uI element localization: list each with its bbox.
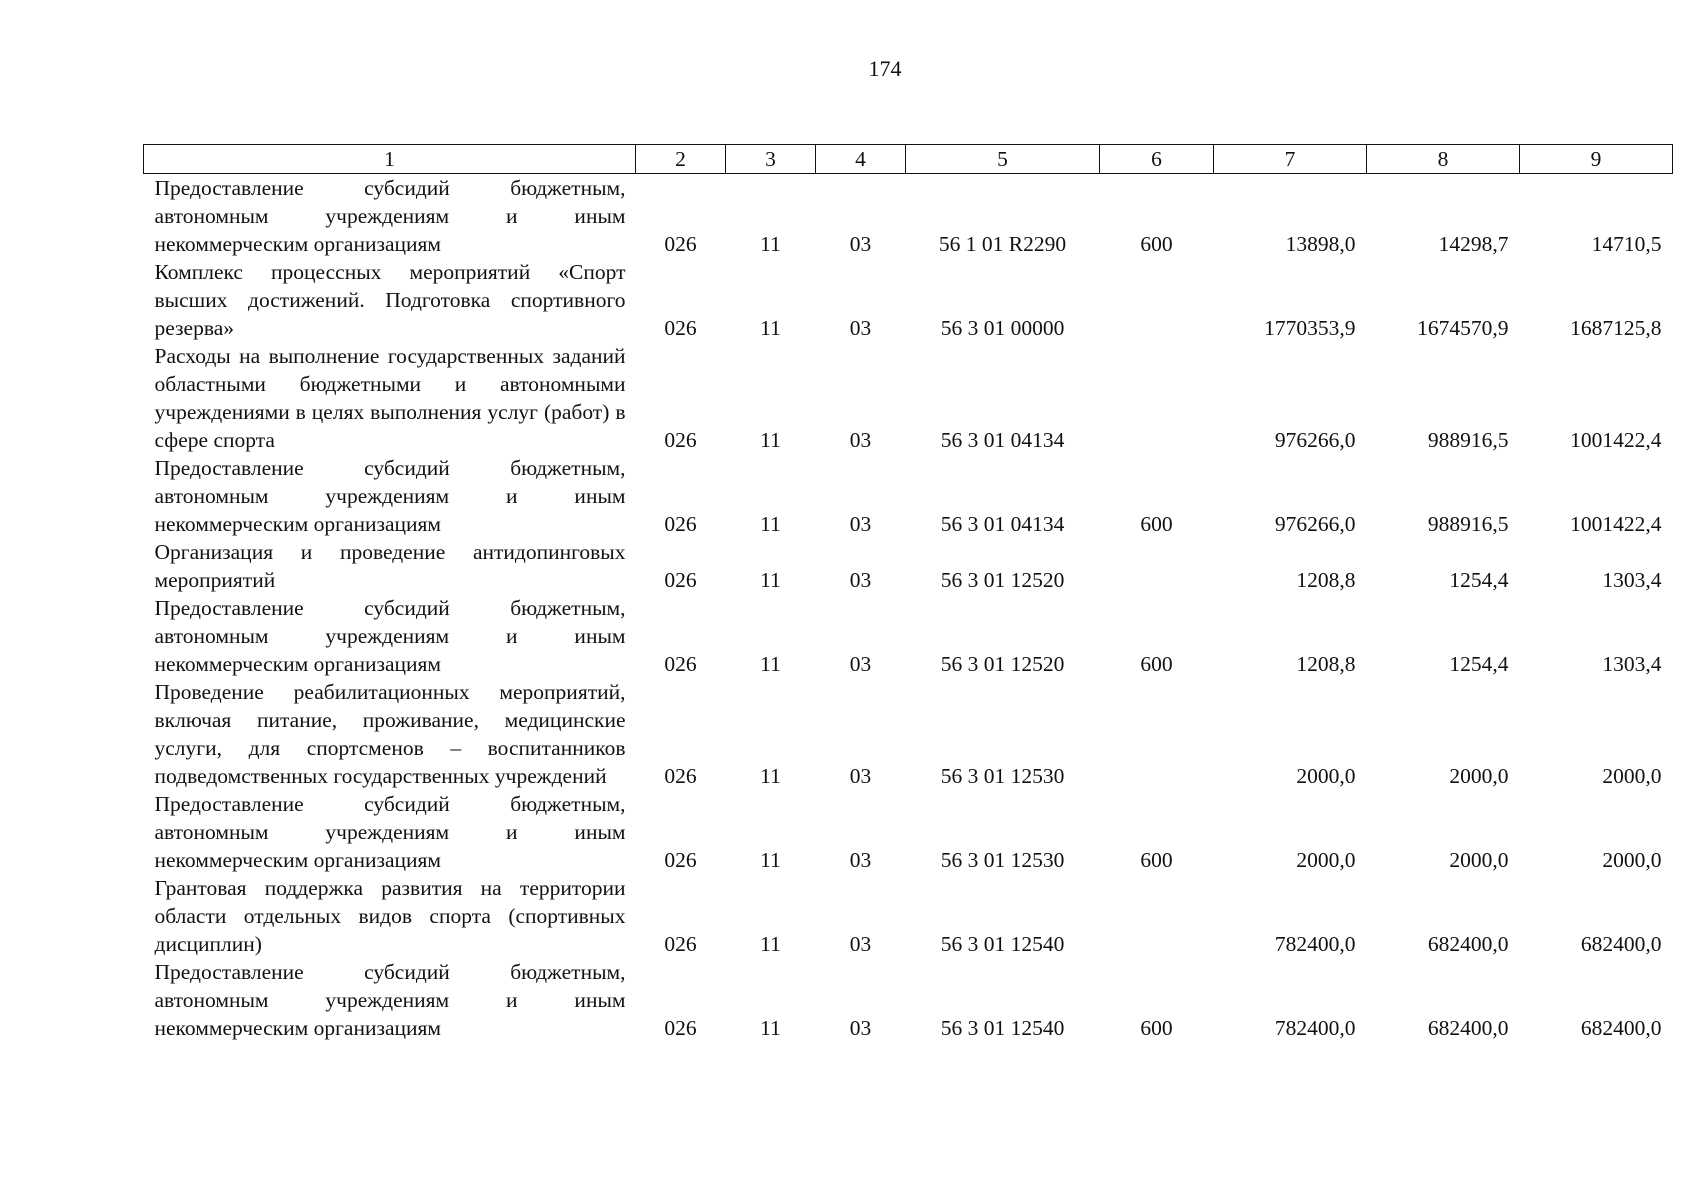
- amount-col-7-cell: 782400,0: [1274, 1016, 1356, 1040]
- target-article-cell: 56 3 01 12520: [940, 652, 1065, 676]
- table-row: [144, 790, 1673, 874]
- subsection-code-cell: 03: [849, 568, 872, 592]
- table-row: [144, 342, 1673, 454]
- table-row: [144, 538, 1673, 594]
- table-row: [144, 678, 1673, 790]
- amount-col-8-cell: 1254,4: [1449, 652, 1509, 676]
- table-row: [144, 958, 1673, 1042]
- amount-col-7-cell: 1208,8: [1296, 568, 1356, 592]
- amount-col-7-cell: 13898,0: [1285, 232, 1356, 256]
- amount-col-8-cell: 1674570,9: [1417, 316, 1509, 340]
- table-row: [144, 454, 1673, 538]
- subsection-code-cell: 03: [849, 232, 872, 256]
- table-body: [144, 174, 1673, 1043]
- subsection-code-cell: 03: [849, 932, 872, 956]
- expense-type-cell: [1100, 342, 1214, 454]
- header-col-7: 7: [1214, 145, 1367, 174]
- grbs-code-cell: 026: [664, 428, 697, 452]
- expense-type-cell: 600: [1140, 848, 1173, 872]
- amount-col-7-cell: 782400,0: [1274, 932, 1356, 956]
- target-article-cell: 56 3 01 04134: [940, 512, 1065, 536]
- header-col-5: 5: [906, 145, 1100, 174]
- subsection-code-cell: 03: [849, 848, 872, 872]
- header-col-9: 9: [1520, 145, 1673, 174]
- section-code-cell: 11: [760, 932, 781, 956]
- amount-col-8-cell: 988916,5: [1427, 512, 1509, 536]
- table-header: [144, 145, 1673, 174]
- amount-col-9-cell: 682400,0: [1580, 932, 1662, 956]
- expense-name-cell: Организация и проведение антидопинговых мероприятий: [154, 540, 626, 592]
- subsection-code-cell: 03: [849, 652, 872, 676]
- header-col-3: 3: [726, 145, 816, 174]
- target-article-cell: 56 3 01 00000: [940, 316, 1065, 340]
- amount-col-8-cell: 682400,0: [1427, 932, 1509, 956]
- expense-name-cell: Предоставление субсидий бюджетным, автономным учреждениям и иным некоммерческим организациям: [154, 456, 626, 536]
- amount-col-9-cell: 2000,0: [1602, 764, 1662, 788]
- expense-name-cell: Предоставление субсидий бюджетным, автономным учреждениям и иным некоммерческим организациям: [154, 596, 626, 676]
- header-col-1: 1: [144, 145, 636, 174]
- grbs-code-cell: 026: [664, 568, 697, 592]
- expense-name-cell: Предоставление субсидий бюджетным, автономным учреждениям и иным некоммерческим организациям: [154, 176, 626, 256]
- expense-name-cell: Предоставление субсидий бюджетным, автономным учреждениям и иным некоммерческим организациям: [154, 960, 626, 1040]
- page-number: 174: [868, 56, 902, 81]
- amount-col-7-cell: 976266,0: [1274, 428, 1356, 452]
- budget-table: [143, 144, 1673, 1042]
- expense-type-cell: 600: [1140, 232, 1173, 256]
- header-col-2: 2: [636, 145, 726, 174]
- amount-col-8-cell: 14298,7: [1438, 232, 1509, 256]
- expense-name-cell: Комплекс процессных мероприятий «Спорт высших достижений. Подготовка спортивного резерва»: [154, 260, 626, 340]
- header-row: [144, 145, 1673, 174]
- section-code-cell: 11: [760, 848, 781, 872]
- subsection-code-cell: 03: [849, 764, 872, 788]
- expense-name-cell: Расходы на выполнение государственных заданий областными бюджетными и автономными учреждениями в целях выполнения услуг (работ) в сфере спорта: [154, 344, 626, 452]
- amount-col-9-cell: 1001422,4: [1570, 428, 1662, 452]
- grbs-code-cell: 026: [664, 316, 697, 340]
- amount-col-9-cell: 1001422,4: [1570, 512, 1662, 536]
- header-col-8: 8: [1367, 145, 1520, 174]
- table-row: [144, 174, 1673, 259]
- expense-name-cell: Грантовая поддержка развития на территории области отдельных видов спорта (спортивных дисциплин): [154, 876, 626, 956]
- section-code-cell: 11: [760, 764, 781, 788]
- expense-type-cell: 600: [1140, 1016, 1173, 1040]
- amount-col-8-cell: 682400,0: [1427, 1016, 1509, 1040]
- target-article-cell: 56 1 01 R2290: [938, 232, 1067, 256]
- amount-col-9-cell: 1303,4: [1602, 652, 1662, 676]
- amount-col-8-cell: 2000,0: [1449, 848, 1509, 872]
- target-article-cell: 56 3 01 12520: [940, 568, 1065, 592]
- header-col-4: 4: [816, 145, 906, 174]
- expense-type-cell: [1100, 258, 1214, 342]
- amount-col-7-cell: 1770353,9: [1264, 316, 1356, 340]
- target-article-cell: 56 3 01 12540: [940, 1016, 1065, 1040]
- amount-col-9-cell: 1687125,8: [1570, 316, 1662, 340]
- table-row: [144, 594, 1673, 678]
- amount-col-7-cell: 1208,8: [1296, 652, 1356, 676]
- grbs-code-cell: 026: [664, 932, 697, 956]
- subsection-code-cell: 03: [849, 316, 872, 340]
- header-col-6: 6: [1100, 145, 1214, 174]
- table-row: [144, 258, 1673, 342]
- section-code-cell: 11: [760, 428, 781, 452]
- target-article-cell: 56 3 01 12530: [940, 848, 1065, 872]
- expense-type-cell: [1100, 678, 1214, 790]
- grbs-code-cell: 026: [664, 652, 697, 676]
- target-article-cell: 56 3 01 12540: [940, 932, 1065, 956]
- grbs-code-cell: 026: [664, 1016, 697, 1040]
- amount-col-8-cell: 1254,4: [1449, 568, 1509, 592]
- section-code-cell: 11: [760, 1016, 781, 1040]
- amount-col-8-cell: 2000,0: [1449, 764, 1509, 788]
- grbs-code-cell: 026: [664, 848, 697, 872]
- grbs-code-cell: 026: [664, 764, 697, 788]
- target-article-cell: 56 3 01 04134: [940, 428, 1065, 452]
- grbs-code-cell: 026: [664, 232, 697, 256]
- amount-col-8-cell: 988916,5: [1427, 428, 1509, 452]
- expense-type-cell: 600: [1140, 512, 1173, 536]
- expense-name-cell: Проведение реабилитационных мероприятий, включая питание, проживание, медицинские услуги, для спортсменов – воспитанников подведомственных государственных учреждений: [154, 680, 626, 788]
- amount-col-9-cell: 14710,5: [1591, 232, 1662, 256]
- amount-col-7-cell: 976266,0: [1274, 512, 1356, 536]
- subsection-code-cell: 03: [849, 428, 872, 452]
- section-code-cell: 11: [760, 232, 781, 256]
- amount-col-9-cell: 2000,0: [1602, 848, 1662, 872]
- section-code-cell: 11: [760, 568, 781, 592]
- section-code-cell: 11: [760, 652, 781, 676]
- expense-type-cell: [1100, 874, 1214, 958]
- amount-col-7-cell: 2000,0: [1296, 764, 1356, 788]
- subsection-code-cell: 03: [849, 512, 872, 536]
- target-article-cell: 56 3 01 12530: [940, 764, 1065, 788]
- table-row: [144, 874, 1673, 958]
- expense-type-cell: 600: [1140, 652, 1173, 676]
- section-code-cell: 11: [760, 316, 781, 340]
- grbs-code-cell: 026: [664, 512, 697, 536]
- expense-name-cell: Предоставление субсидий бюджетным, автономным учреждениям и иным некоммерческим организациям: [154, 792, 626, 872]
- amount-col-9-cell: 682400,0: [1580, 1016, 1662, 1040]
- section-code-cell: 11: [760, 512, 781, 536]
- amount-col-9-cell: 1303,4: [1602, 568, 1662, 592]
- amount-col-7-cell: 2000,0: [1296, 848, 1356, 872]
- expense-type-cell: [1100, 538, 1214, 594]
- subsection-code-cell: 03: [849, 1016, 872, 1040]
